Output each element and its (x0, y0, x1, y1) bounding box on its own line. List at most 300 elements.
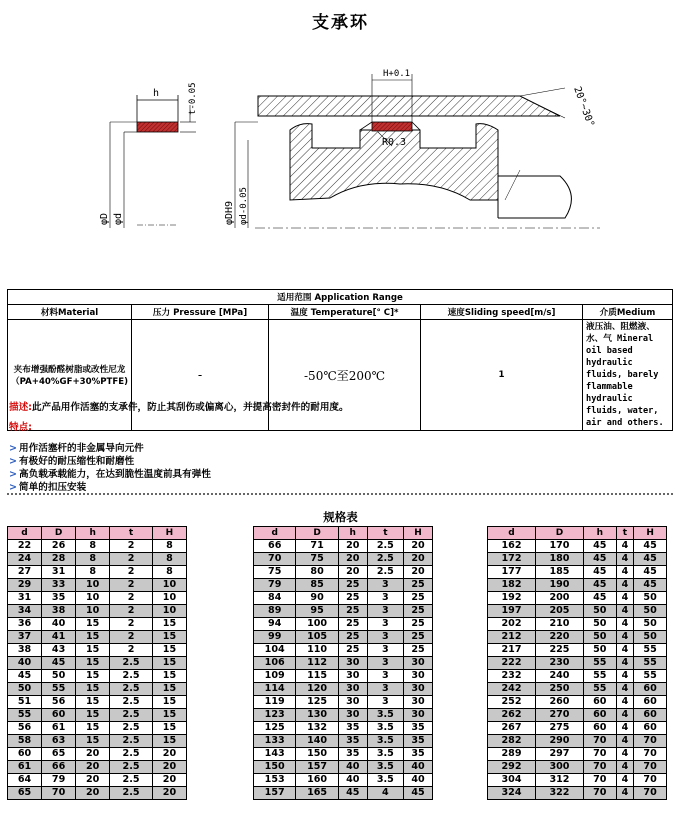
table-cell: 2.5 (110, 670, 153, 683)
table-cell: 3.5 (367, 722, 403, 735)
table-cell: 4 (616, 566, 634, 579)
table-cell: 123 (254, 709, 296, 722)
table-cell: 162 (488, 540, 536, 553)
table-cell: 15 (152, 644, 186, 657)
spec-column-header: h (338, 527, 367, 540)
col-pressure: 压力 Pressure [MPa] (132, 305, 269, 320)
table-cell: 157 (254, 787, 296, 800)
table-row (254, 787, 433, 800)
table-cell: 3 (367, 631, 403, 644)
table-cell: 4 (616, 644, 634, 657)
dim-H-label: H+0.1 (383, 69, 411, 79)
table-cell: 45 (634, 566, 667, 579)
spec-column-header: h (76, 527, 110, 540)
table-cell: 20 (338, 553, 367, 566)
table-cell: 2 (110, 618, 153, 631)
table-cell: 45 (634, 540, 667, 553)
table-cell: 22 (8, 540, 42, 553)
table-row (8, 774, 187, 787)
table-cell: 172 (488, 553, 536, 566)
table-cell: 10 (76, 592, 110, 605)
table-cell: 35 (404, 735, 433, 748)
table-cell: 61 (8, 761, 42, 774)
feature-item: > 高负载承载能力，在达到脆性温度前具有弹性 (9, 469, 211, 480)
table-cell: 80 (296, 566, 338, 579)
table-cell: 4 (616, 748, 634, 761)
spec-column-header: H (152, 527, 186, 540)
table-cell: 50 (42, 670, 76, 683)
table-row (8, 670, 187, 683)
table-cell: 15 (76, 683, 110, 696)
table-row (488, 644, 667, 657)
spec-header-row (254, 527, 433, 540)
table-cell: 133 (254, 735, 296, 748)
table-cell: 10 (76, 605, 110, 618)
table-cell: 190 (535, 579, 583, 592)
table-cell: 70 (634, 774, 667, 787)
table-cell: 15 (152, 696, 186, 709)
table-row (254, 670, 433, 683)
table-cell: 15 (152, 670, 186, 683)
dim-d-label: φd (113, 212, 124, 225)
table-cell: 25 (404, 592, 433, 605)
table-row (488, 657, 667, 670)
table-cell: 45 (634, 553, 667, 566)
feature-item: > 简单的扣压安装 (9, 482, 87, 493)
table-cell: 70 (583, 735, 616, 748)
table-cell: 3 (367, 605, 403, 618)
table-cell: 31 (42, 566, 76, 579)
table-cell: 15 (76, 696, 110, 709)
table-cell: 25 (338, 605, 367, 618)
table-row (8, 540, 187, 553)
table-cell: 55 (42, 683, 76, 696)
table-cell: 2 (110, 631, 153, 644)
table-cell: 4 (616, 787, 634, 800)
table-row (254, 657, 433, 670)
table-cell: 292 (488, 761, 536, 774)
dim-DH9-label: φDH9 (224, 200, 235, 225)
table-cell: 45 (8, 670, 42, 683)
table-cell: 15 (76, 722, 110, 735)
spec-column-header: H (404, 527, 433, 540)
spec-column-header: D (535, 527, 583, 540)
table-cell: 66 (254, 540, 296, 553)
table-cell: 4 (367, 787, 403, 800)
table-cell: 2 (110, 553, 153, 566)
table-row (488, 735, 667, 748)
table-cell: 35 (42, 592, 76, 605)
table-cell: 20 (152, 787, 186, 800)
table-row (488, 683, 667, 696)
col-speed: 速度Sliding speed[m/s] (421, 305, 583, 320)
table-cell: 4 (616, 592, 634, 605)
table-cell: 24 (8, 553, 42, 566)
table-cell: 3 (367, 670, 403, 683)
table-cell: 55 (583, 683, 616, 696)
spec-column-header: t (110, 527, 153, 540)
table-cell: 177 (488, 566, 536, 579)
table-row (8, 696, 187, 709)
table-row (254, 761, 433, 774)
table-row (8, 787, 187, 800)
table-cell: 4 (616, 657, 634, 670)
table-cell: 25 (404, 631, 433, 644)
dim-R-label: R0.3 (382, 137, 407, 148)
table-row (254, 579, 433, 592)
table-cell: 15 (152, 631, 186, 644)
table-row (254, 540, 433, 553)
table-cell: 100 (296, 618, 338, 631)
table-cell: 130 (296, 709, 338, 722)
page-title: 支承环 (312, 13, 369, 33)
table-cell: 200 (535, 592, 583, 605)
feature-item: > 用作活塞杆的非金属导向元件 (9, 443, 144, 454)
table-cell: 50 (634, 631, 667, 644)
spec-table-3 (487, 526, 667, 800)
table-cell: 56 (42, 696, 76, 709)
table-cell: 45 (404, 787, 433, 800)
table-cell: 65 (42, 748, 76, 761)
table-cell: 120 (296, 683, 338, 696)
table-row (8, 553, 187, 566)
table-cell: 60 (8, 748, 42, 761)
table-cell: 89 (254, 605, 296, 618)
table-cell: 45 (583, 579, 616, 592)
table-row (488, 566, 667, 579)
table-cell: 38 (42, 605, 76, 618)
table-cell: 165 (296, 787, 338, 800)
table-cell: 225 (535, 644, 583, 657)
table-cell: 262 (488, 709, 536, 722)
table-row (8, 722, 187, 735)
table-cell: 304 (488, 774, 536, 787)
table-cell: 2.5 (110, 657, 153, 670)
table-cell: 30 (338, 683, 367, 696)
table-cell: 60 (634, 709, 667, 722)
table-cell: 4 (616, 774, 634, 787)
table-cell: 15 (152, 722, 186, 735)
table-row (8, 644, 187, 657)
spec-column-header: t (367, 527, 403, 540)
table-cell: 20 (76, 774, 110, 787)
table-cell: 114 (254, 683, 296, 696)
table-cell: 125 (254, 722, 296, 735)
table-cell: 35 (338, 735, 367, 748)
table-cell: 202 (488, 618, 536, 631)
table-cell: 20 (338, 540, 367, 553)
table-cell: 63 (42, 735, 76, 748)
table-cell: 10 (152, 605, 186, 618)
table-cell: 115 (296, 670, 338, 683)
table-cell: 70 (583, 774, 616, 787)
table-cell: 60 (583, 709, 616, 722)
table-cell: 51 (8, 696, 42, 709)
table-cell: 2.5 (110, 774, 153, 787)
table-cell: 70 (634, 748, 667, 761)
spec-column-header: d (8, 527, 42, 540)
table-cell: 30 (404, 670, 433, 683)
table-cell: 70 (254, 553, 296, 566)
table-cell: 15 (152, 735, 186, 748)
table-cell: 252 (488, 696, 536, 709)
table-cell: 4 (616, 553, 634, 566)
spec-column-header: h (583, 527, 616, 540)
table-cell: 3 (367, 644, 403, 657)
table-row (488, 592, 667, 605)
table-cell: 180 (535, 553, 583, 566)
table-cell: 70 (634, 787, 667, 800)
table-cell: 15 (76, 735, 110, 748)
table-cell: 8 (152, 540, 186, 553)
table-cell: 25 (338, 631, 367, 644)
table-cell: 15 (76, 709, 110, 722)
table-cell: 112 (296, 657, 338, 670)
table-cell: 2 (110, 644, 153, 657)
table-cell: 3 (367, 579, 403, 592)
table-row (254, 566, 433, 579)
table-cell: 25 (404, 644, 433, 657)
table-cell: 2.5 (110, 722, 153, 735)
table-cell: 70 (583, 748, 616, 761)
table-cell: 4 (616, 709, 634, 722)
table-cell: 3 (367, 657, 403, 670)
table-cell: 50 (583, 644, 616, 657)
table-cell: 2.5 (367, 540, 403, 553)
table-cell: 2 (110, 605, 153, 618)
table-cell: 15 (76, 670, 110, 683)
table-row (254, 644, 433, 657)
table-cell: 50 (634, 605, 667, 618)
table-cell: 40 (404, 774, 433, 787)
table-cell: 3 (367, 618, 403, 631)
table-cell: 106 (254, 657, 296, 670)
table-cell: 10 (152, 592, 186, 605)
spec-header-row (488, 527, 667, 540)
table-cell: 8 (76, 566, 110, 579)
table-row (488, 761, 667, 774)
table-row (254, 605, 433, 618)
table-cell: 15 (76, 618, 110, 631)
feature-item: > 有极好的耐压缩性和耐磨性 (9, 456, 135, 467)
table-cell: 45 (42, 657, 76, 670)
table-cell: 4 (616, 631, 634, 644)
table-cell: 20 (404, 540, 433, 553)
table-cell: 25 (338, 579, 367, 592)
technical-drawing (0, 40, 681, 240)
table-cell: 150 (254, 761, 296, 774)
assembly-drawing (235, 74, 600, 228)
dim-h-label: h (153, 88, 160, 99)
table-cell: 60 (634, 722, 667, 735)
table-cell: 60 (634, 696, 667, 709)
spec-column-header: D (296, 527, 338, 540)
table-cell: 4 (616, 761, 634, 774)
table-cell: 60 (634, 683, 667, 696)
table-cell: 25 (404, 618, 433, 631)
table-cell: 2 (110, 566, 153, 579)
table-cell: 35 (404, 722, 433, 735)
table-cell: 322 (535, 787, 583, 800)
table-cell: 70 (634, 735, 667, 748)
table-cell: 157 (296, 761, 338, 774)
table-row (8, 761, 187, 774)
table-cell: 4 (616, 605, 634, 618)
table-row (488, 670, 667, 683)
table-row (254, 774, 433, 787)
table-cell: 45 (583, 553, 616, 566)
table-cell: 55 (634, 670, 667, 683)
table-row (254, 735, 433, 748)
table-cell: 40 (8, 657, 42, 670)
table-row (8, 735, 187, 748)
table-row (488, 696, 667, 709)
application-header: 适用范围 Application Range (8, 290, 673, 305)
table-cell: 50 (583, 631, 616, 644)
table-row (488, 748, 667, 761)
table-cell: 270 (535, 709, 583, 722)
table-cell: 20 (152, 761, 186, 774)
table-cell: 25 (338, 592, 367, 605)
spec-header-row (8, 527, 187, 540)
table-row (488, 709, 667, 722)
table-cell: 2.5 (110, 748, 153, 761)
table-cell: 3 (367, 592, 403, 605)
table-cell: 34 (8, 605, 42, 618)
table-cell: 20 (76, 761, 110, 774)
table-cell: 40 (42, 618, 76, 631)
table-cell: 160 (296, 774, 338, 787)
table-cell: 15 (152, 683, 186, 696)
table-cell: 8 (152, 553, 186, 566)
table-cell: 20 (404, 553, 433, 566)
table-cell: 41 (42, 631, 76, 644)
table-cell: 20 (152, 774, 186, 787)
table-cell: 3.5 (367, 709, 403, 722)
spec-table-2 (253, 526, 433, 800)
table-cell: 40 (404, 761, 433, 774)
table-row (8, 657, 187, 670)
table-cell: 28 (42, 553, 76, 566)
table-cell: 119 (254, 696, 296, 709)
table-row (254, 592, 433, 605)
table-cell: 182 (488, 579, 536, 592)
table-row (8, 592, 187, 605)
table-cell: 70 (634, 761, 667, 774)
dim-D-label: φD (99, 212, 110, 225)
table-cell: 282 (488, 735, 536, 748)
table-cell: 150 (296, 748, 338, 761)
table-row (488, 774, 667, 787)
table-cell: 95 (296, 605, 338, 618)
table-cell: 3.5 (367, 748, 403, 761)
table-cell: 324 (488, 787, 536, 800)
table-cell: 29 (8, 579, 42, 592)
table-cell: 37 (8, 631, 42, 644)
table-cell: 2.5 (367, 553, 403, 566)
table-row (488, 631, 667, 644)
table-cell: 312 (535, 774, 583, 787)
table-cell: 25 (338, 618, 367, 631)
table-cell: 110 (296, 644, 338, 657)
col-temperature: 温度 Temperature[° C]* (269, 305, 421, 320)
table-row (254, 696, 433, 709)
table-cell: 70 (583, 761, 616, 774)
table-cell: 2.5 (110, 683, 153, 696)
table-cell: 300 (535, 761, 583, 774)
table-row (8, 748, 187, 761)
table-cell: 15 (76, 631, 110, 644)
table-row (8, 605, 187, 618)
table-cell: 3.5 (367, 735, 403, 748)
table-cell: 66 (42, 761, 76, 774)
temperature-value: -50℃至200℃ (269, 320, 421, 431)
spec-column-header: d (254, 527, 296, 540)
table-cell: 55 (8, 709, 42, 722)
table-row (8, 683, 187, 696)
table-cell: 50 (634, 592, 667, 605)
medium-value: 液压油、阻燃液、水、气 Mineral oil based hydraulic fluids, barely flammable hydraulic fluids, water, air and others. (583, 320, 673, 431)
table-cell: 4 (616, 696, 634, 709)
table-cell: 2 (110, 592, 153, 605)
table-cell: 55 (634, 644, 667, 657)
table-row (254, 618, 433, 631)
table-cell: 222 (488, 657, 536, 670)
table-cell: 45 (634, 579, 667, 592)
col-medium: 介质Medium (583, 305, 673, 320)
table-row (254, 553, 433, 566)
table-cell: 2.5 (110, 696, 153, 709)
table-cell: 20 (76, 748, 110, 761)
table-cell: 2.5 (110, 735, 153, 748)
table-cell: 4 (616, 722, 634, 735)
table-cell: 70 (42, 787, 76, 800)
table-cell: 260 (535, 696, 583, 709)
table-cell: 143 (254, 748, 296, 761)
table-cell: 85 (296, 579, 338, 592)
col-material: 材料Material (8, 305, 132, 320)
table-row (254, 722, 433, 735)
table-cell: 30 (404, 683, 433, 696)
spec-column-header: t (616, 527, 634, 540)
table-cell: 50 (583, 618, 616, 631)
table-cell: 192 (488, 592, 536, 605)
table-cell: 20 (404, 566, 433, 579)
features-label: 特点: (9, 422, 33, 433)
table-cell: 153 (254, 774, 296, 787)
description-text: 此产品用作活塞的支承件，防止其刮伤或偏离心，并提高密封件的耐用度。 (32, 402, 349, 413)
table-cell: 170 (535, 540, 583, 553)
table-cell: 15 (76, 657, 110, 670)
table-cell: 40 (338, 774, 367, 787)
table-cell: 61 (42, 722, 76, 735)
table-cell: 4 (616, 579, 634, 592)
table-cell: 35 (338, 722, 367, 735)
table-row (8, 631, 187, 644)
table-cell: 35 (338, 748, 367, 761)
table-row (488, 722, 667, 735)
table-cell: 38 (8, 644, 42, 657)
table-cell: 50 (583, 605, 616, 618)
table-cell: 8 (76, 540, 110, 553)
table-cell: 45 (338, 787, 367, 800)
spec-column-header: D (42, 527, 76, 540)
table-cell: 212 (488, 631, 536, 644)
table-cell: 20 (152, 748, 186, 761)
table-cell: 217 (488, 644, 536, 657)
table-cell: 56 (8, 722, 42, 735)
table-cell: 55 (583, 657, 616, 670)
